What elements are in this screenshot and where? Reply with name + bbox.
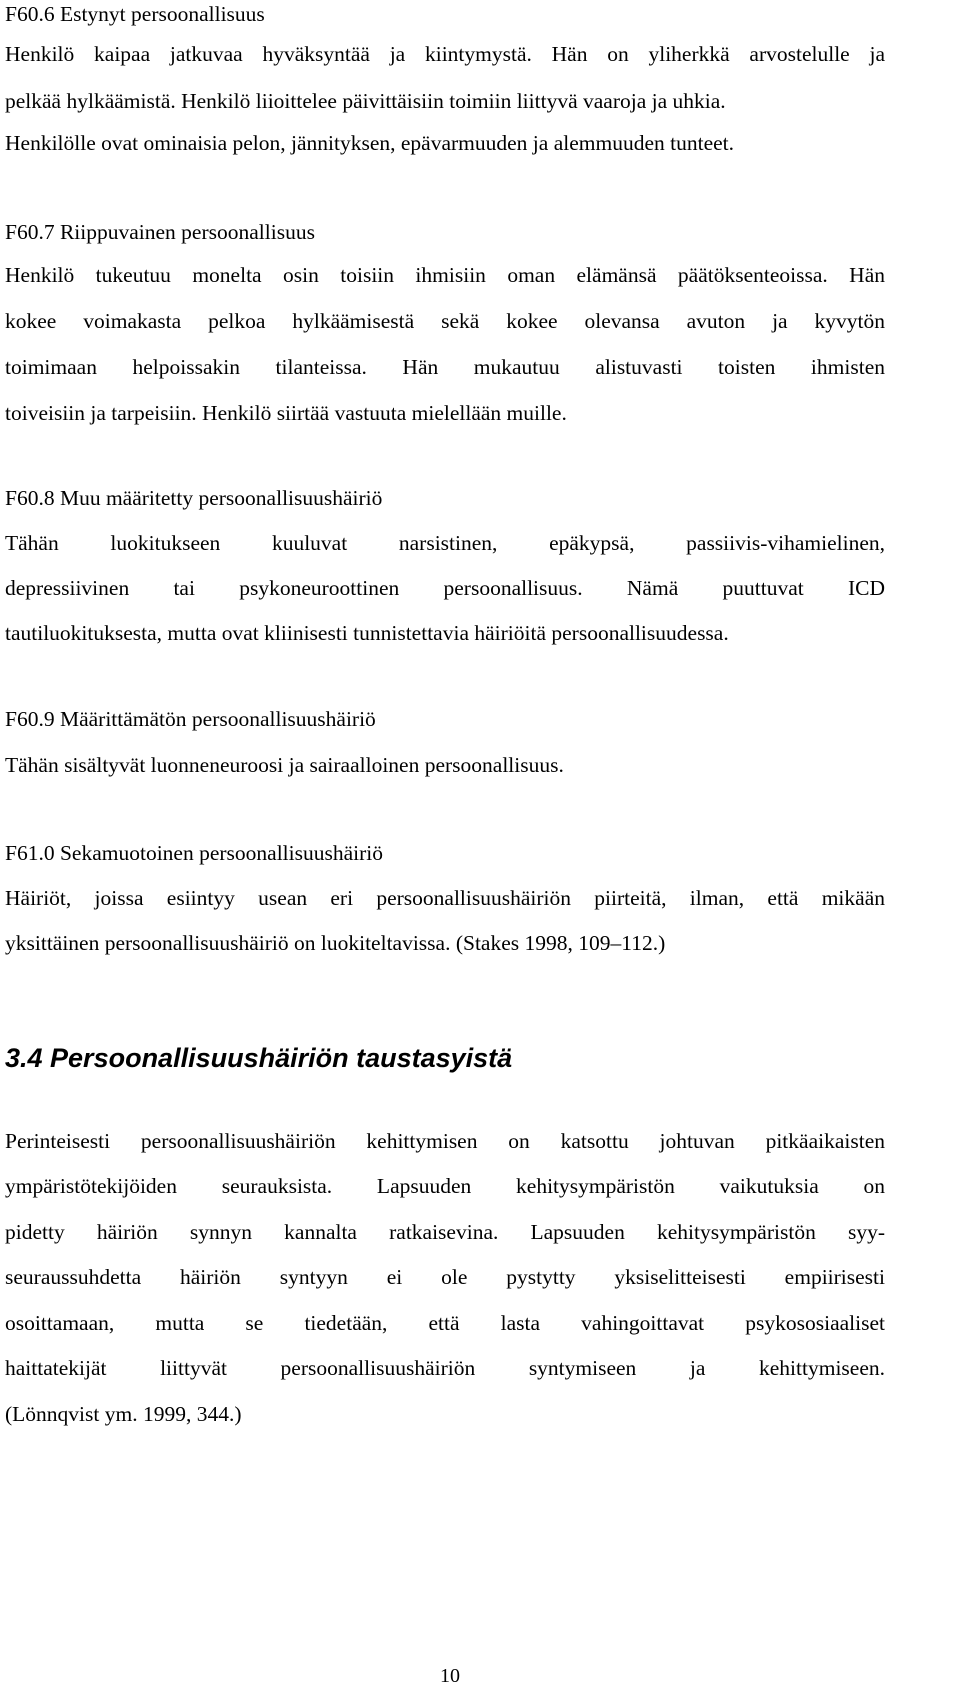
paragraph-line: (Lönnqvist ym. 1999, 344.): [5, 1402, 242, 1426]
paragraph-line: toiveisiin ja tarpeisiin. Henkilö siirtää vastuuta mielellään muille.: [5, 401, 567, 425]
page-number: 10: [440, 1665, 460, 1687]
section-heading-f60-7: F60.7 Riippuvainen persoonallisuus: [5, 220, 315, 244]
paragraph-line: Henkilö tukeutuu monelta osin toisiin ihmisiin oman elämänsä päätöksenteoissa. Hän: [5, 263, 885, 287]
paragraph-line: Perinteisesti persoonallisuushäiriön kehittymisen on katsottu johtuvan pitkäaikaisten: [5, 1129, 885, 1153]
paragraph-line: depressiivinen tai psykoneuroottinen persoonallisuus. Nämä puuttuvat ICD: [5, 576, 885, 600]
section-heading-f60-8: F60.8 Muu määritetty persoonallisuushäiriö: [5, 486, 383, 510]
paragraph-line: yksittäinen persoonallisuushäiriö on luokiteltavissa. (Stakes 1998, 109–112.): [5, 931, 666, 955]
paragraph-line: toimimaan helpoissakin tilanteissa. Hän mukautuu alistuvasti toisten ihmisten: [5, 355, 885, 379]
paragraph-line: tautiluokituksesta, mutta ovat kliinisesti tunnistettavia häiriöitä persoonallisuudessa.: [5, 621, 729, 645]
paragraph-line: ympäristötekijöiden seurauksista. Lapsuuden kehitysympäristön vaikutuksia on: [5, 1174, 885, 1198]
section-heading-f61-0: F61.0 Sekamuotoinen persoonallisuushäiriö: [5, 841, 384, 865]
paragraph-line: seuraussuhdetta häiriön syntyyn ei ole pystytty yksiselitteisesti empiirisesti: [5, 1265, 885, 1289]
paragraph-line: pelkää hylkäämistä. Henkilö liioittelee päivittäisiin toimiin liittyvä vaaroja ja uhkia.: [5, 89, 726, 113]
paragraph-line: pidetty häiriön synnyn kannalta ratkaisevina. Lapsuuden kehitysympäristön syy-: [5, 1220, 885, 1244]
paragraph-line: haittatekijät liittyvät persoonallisuushäiriön syntymiseen ja kehittymiseen.: [5, 1356, 885, 1380]
paragraph-line: osoittamaan, mutta se tiedetään, että lasta vahingoittavat psykososiaaliset: [5, 1311, 885, 1335]
section-heading-f60-6: F60.6 Estynyt persoonallisuus: [5, 2, 265, 26]
paragraph-line: Henkilö kaipaa jatkuvaa hyväksyntää ja kiintymystä. Hän on yliherkkä arvostelulle ja: [5, 42, 885, 66]
paragraph-line: Häiriöt, joissa esiintyy usean eri persoonallisuushäiriön piirteitä, ilman, että mikään: [5, 886, 885, 910]
paragraph-line: kokee voimakasta pelkoa hylkäämisestä sekä kokee olevansa avuton ja kyvytön: [5, 309, 885, 333]
paragraph-line: Henkilölle ovat ominaisia pelon, jännityksen, epävarmuuden ja alemmuuden tunteet.: [5, 131, 735, 155]
paragraph-line: Tähän sisältyvät luonneneuroosi ja sairaalloinen persoonallisuus.: [5, 753, 564, 777]
chapter-heading-3-4: 3.4 Persoonallisuushäiriön taustasyistä: [5, 1043, 513, 1073]
section-heading-f60-9: F60.9 Määrittämätön persoonallisuushäiriö: [5, 707, 376, 731]
paragraph-line: Tähän luokitukseen kuuluvat narsistinen, epäkypsä, passiivis-vihamielinen,: [5, 531, 885, 555]
